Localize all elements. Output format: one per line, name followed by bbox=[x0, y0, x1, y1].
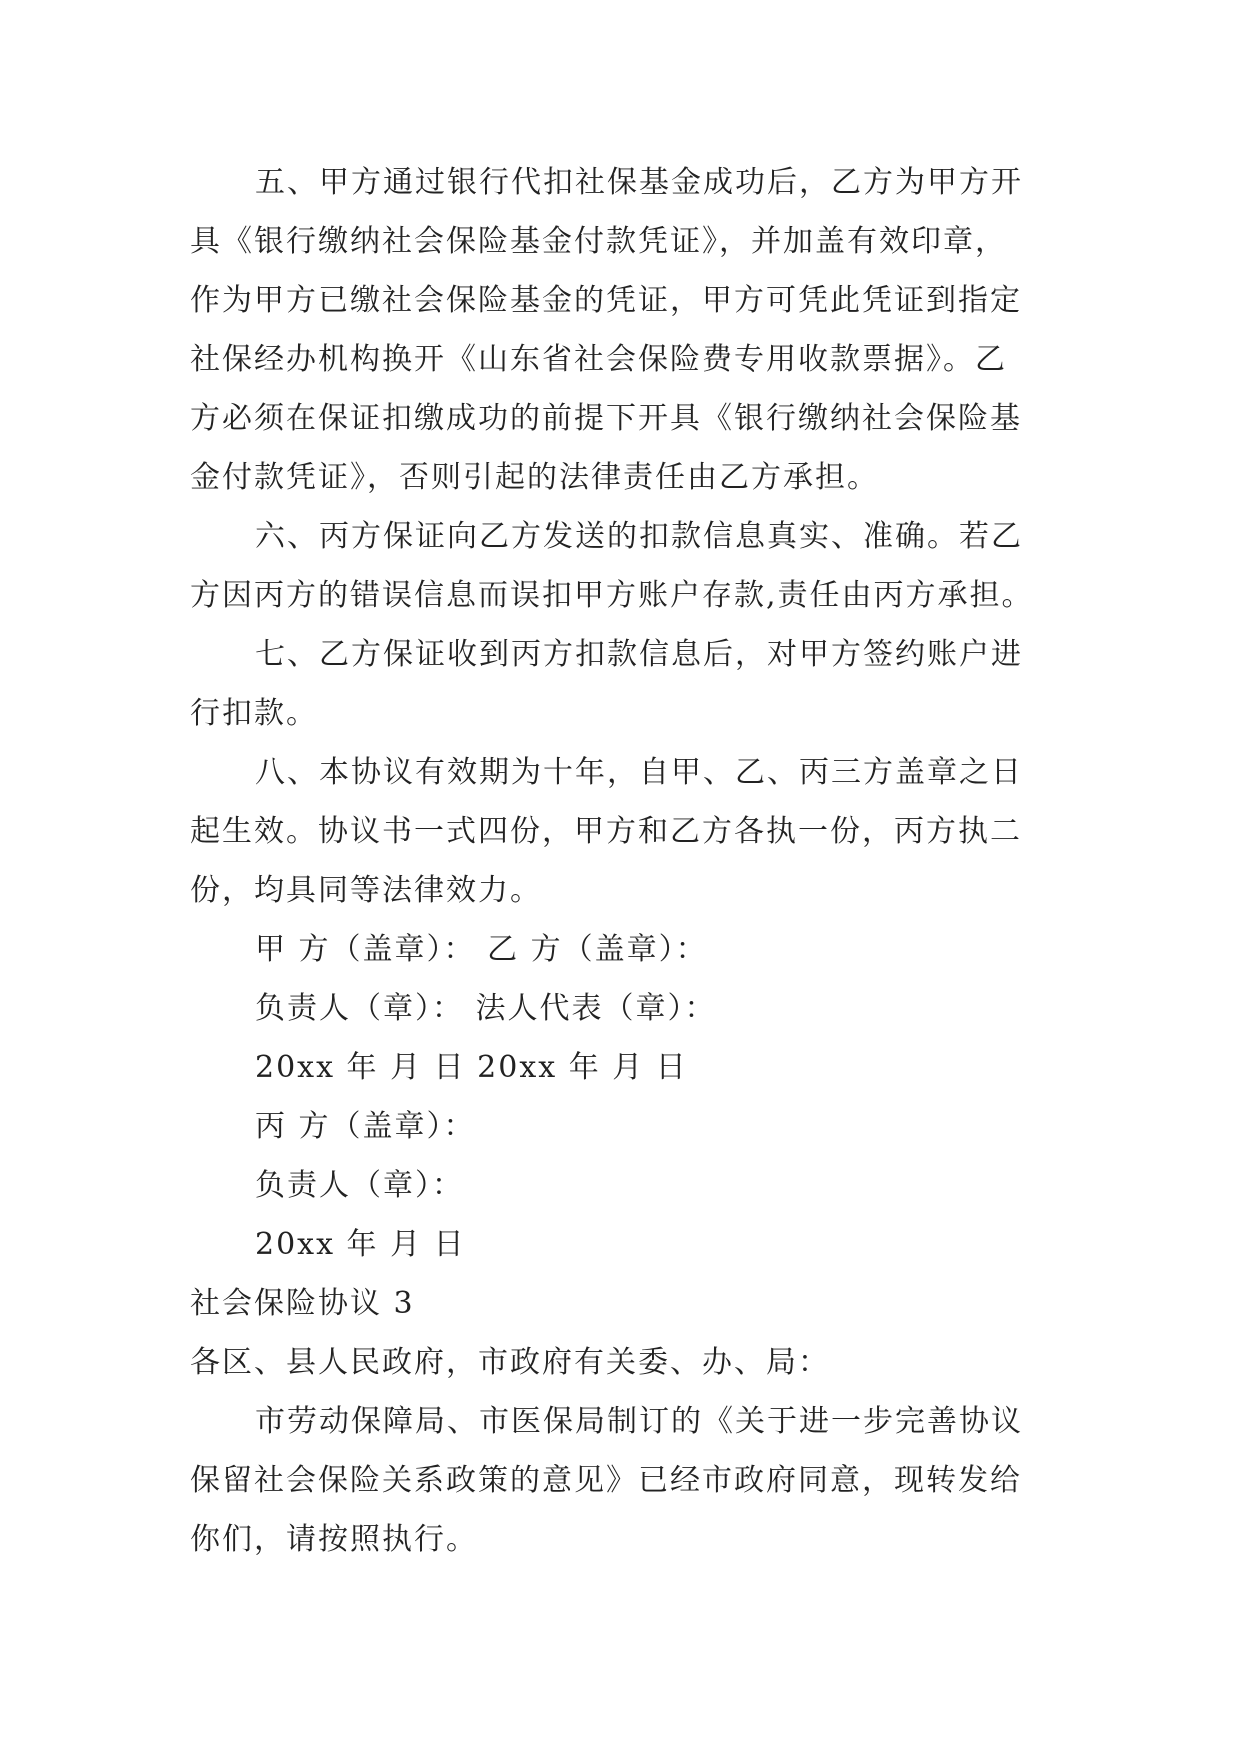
signature-line-3: 丙 方（盖章）： bbox=[255, 1109, 476, 1144]
para8-line-3: 份，均具同等法律效力。 bbox=[190, 873, 542, 908]
para5-line-1: 五、甲方通过银行代扣社保基金成功后，乙方为甲方开 bbox=[255, 165, 1023, 200]
para7-line-2: 行扣款。 bbox=[190, 696, 318, 731]
para5-line-3: 作为甲方已缴社会保险基金的凭证，甲方可凭此凭证到指定 bbox=[190, 283, 1022, 318]
para7-line-1: 七、乙方保证收到丙方扣款信息后，对甲方签约账户进 bbox=[255, 637, 1023, 672]
signature-line-2: 负责人（章）： 法人代表（章）： bbox=[255, 991, 717, 1026]
para8-line-2: 起生效。协议书一式四份，甲方和乙方各执一份，丙方执二 bbox=[190, 814, 1022, 849]
notice-line-1: 市劳动保障局、市医保局制订的《关于进一步完善协议 bbox=[255, 1404, 1023, 1439]
signature-line-1: 甲 方（盖章）： 乙 方（盖章）： bbox=[255, 932, 708, 967]
para5-line-6: 金付款凭证》，否则引起的法律责任由乙方承担。 bbox=[190, 460, 879, 495]
section-title: 社会保险协议 3 bbox=[190, 1286, 415, 1321]
signature-date-2: 20xx 年 月 日 bbox=[255, 1227, 466, 1262]
para5-line-5: 方必须在保证扣缴成功的前提下开具《银行缴纳社会保险基 bbox=[190, 401, 1022, 436]
signature-date-1: 20xx 年 月 日 20xx 年 月 日 bbox=[255, 1050, 688, 1085]
para6-line-1: 六、丙方保证向乙方发送的扣款信息真实、准确。若乙 bbox=[255, 519, 1023, 554]
addressee: 各区、县人民政府，市政府有关委、办、局： bbox=[190, 1345, 830, 1380]
signature-line-4: 负责人（章）： bbox=[255, 1168, 464, 1203]
para5-line-2: 具《银行缴纳社会保险基金付款凭证》，并加盖有效印章， bbox=[190, 224, 1007, 259]
notice-line-3: 你们，请按照执行。 bbox=[190, 1522, 478, 1557]
para6-line-2: 方因丙方的错误信息而误扣甲方账户存款,责任由丙方承担。 bbox=[190, 578, 1034, 613]
notice-line-2: 保留社会保险关系政策的意见》已经市政府同意，现转发给 bbox=[190, 1463, 1022, 1498]
para5-line-4: 社保经办机构换开《山东省社会保险费专用收款票据》。乙 bbox=[190, 342, 1007, 377]
para8-line-1: 八、本协议有效期为十年，自甲、乙、丙三方盖章之日 bbox=[255, 755, 1023, 790]
